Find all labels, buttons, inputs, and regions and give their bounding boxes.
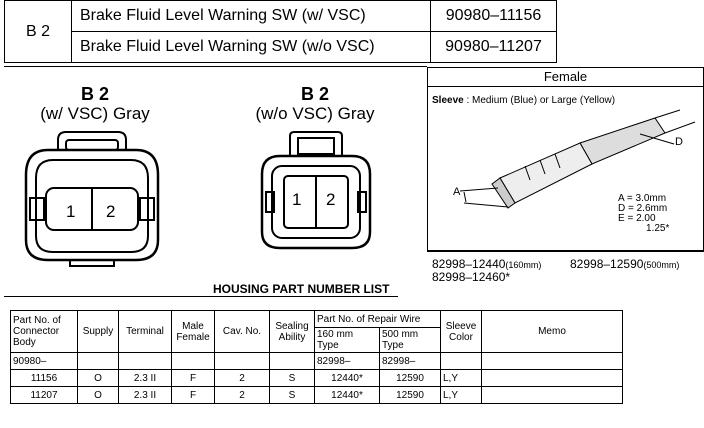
connector-title: B 2 [80, 84, 109, 104]
repair-part-2: 82998–12590(500mm) [570, 257, 680, 271]
connector-subtitle: (w/ VSC) Gray [40, 104, 150, 123]
divider [4, 296, 398, 297]
connector-face-w-vsc [18, 130, 168, 270]
pin-label: 2 [106, 202, 116, 221]
table-row: 11207 O 2.3 II F 2 S 12440* 12590 L,Y [11, 387, 623, 404]
housing-part-table [10, 310, 623, 404]
connector-subtitle: (w/o VSC) Gray [255, 104, 375, 123]
dimension-list [618, 194, 669, 234]
repair-part-1: 82998–12440(160mm) [432, 257, 542, 271]
repair-part-3: 82998–12460* [432, 270, 511, 284]
connector-name: Brake Fluid Level Warning SW (w/ VSC) [72, 1, 431, 32]
connector-face-wo-vsc [258, 130, 378, 255]
divider [428, 250, 703, 251]
header-repair-wire: Part No. of Repair Wire [315, 311, 441, 328]
pin-label: 1 [66, 202, 76, 221]
dimension-e-alt: 1.25* [646, 223, 670, 234]
dimension-e: E = 2.00 [618, 213, 656, 224]
sleeve-note [432, 95, 615, 106]
female-header: Female [428, 68, 703, 87]
pin-label: 1 [292, 190, 302, 209]
header-sleeve: Sleeve Color [441, 311, 482, 353]
connector-table [4, 0, 557, 63]
header-supply: Supply [78, 311, 119, 353]
sleeve-text: : Medium (Blue) or Large (Yellow) [463, 95, 616, 106]
label-a: A [453, 186, 461, 198]
header-part-no: Part No. of Connector Body [11, 311, 78, 353]
pin-label: 2 [326, 190, 336, 209]
table-row: 90980– 82998– 82998– [11, 353, 623, 370]
label-d: D [675, 136, 683, 148]
header-male-female: Male Female [172, 311, 215, 353]
housing-title: HOUSING PART NUMBER LIST [213, 282, 390, 296]
header-memo: Memo [482, 311, 623, 353]
table-row: 11156 O 2.3 II F 2 S 12440* 12590 L,Y [11, 370, 623, 387]
header-wire-160: 160 mm Type [315, 328, 380, 353]
connector-name: Brake Fluid Level Warning SW (w/o VSC) [72, 32, 431, 63]
connector-part-number: 90980–11207 [431, 32, 557, 63]
header-sealing: Sealing Ability [270, 311, 315, 353]
dimension-a: A = 3.0mm [618, 193, 667, 204]
connector-code: B 2 [5, 1, 72, 63]
connector-part-number: 90980–11156 [431, 1, 557, 32]
connector-title: B 2 [300, 84, 329, 104]
sleeve-label: Sleeve [432, 95, 464, 106]
header-cav-no: Cav. No. [215, 311, 270, 353]
divider [4, 66, 427, 67]
header-wire-500: 500 mm Type [380, 328, 441, 353]
dimension-d: D = 2.6mm [618, 203, 668, 214]
header-terminal: Terminal [119, 311, 172, 353]
